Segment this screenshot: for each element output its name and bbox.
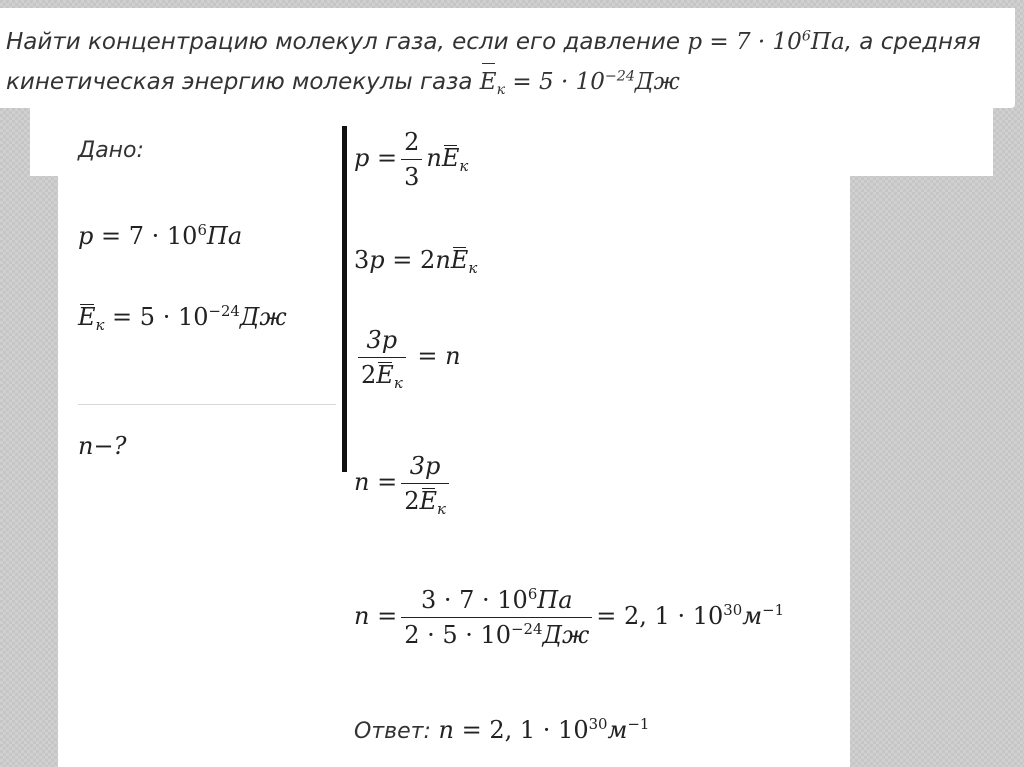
energy-expression: $E_к = 5 \cdot 10^{-24}Дж$ [480, 69, 680, 95]
solution-step-1: p = $\frac{2}{3}$ $nE_к$ [354, 128, 469, 191]
solution-panel [58, 100, 850, 767]
problem-line-2 [6, 62, 1016, 102]
given-energy: $E_к = 5 \cdot 10^{-24}Дж$ [78, 302, 287, 335]
given-divider [78, 404, 336, 405]
problem-line-1 [6, 22, 1016, 62]
solution-step-3: $\frac{3p}{2E_к}$ = n [354, 326, 461, 389]
problem-text-1: Найти концентрацию молекул газа, если его давление [6, 29, 681, 55]
find-unknown: n−? [78, 432, 127, 460]
problem-statement [6, 22, 1016, 102]
problem-text-2: , а средняя [844, 29, 981, 55]
answer-line: Ответ: n = 2, $1 \cdot 10^{30}м^{-1}$ [354, 715, 650, 744]
solution-step-2: $3p = 2nE_к$ [354, 246, 478, 278]
answer-label: Ответ: [354, 719, 431, 744]
solution-divider [342, 126, 347, 472]
problem-text-3: кинетическая энергию молекулы газа [6, 69, 473, 95]
given-label: Дано: [78, 138, 144, 163]
solution-step-4: n = $\frac{3p}{2E_к}$ [354, 452, 453, 515]
given-pressure: $p = 7 \cdot 10^6Па$ [78, 221, 243, 250]
pressure-expression: $p = 7 \cdot 10^6Па$ [687, 28, 845, 55]
solution-step-5: n = $\frac{3 \cdot 7 \cdot 10^6Па}{2 \cdot 5 \cdot 10^{-24}Дж}$ = 2, $1 \cdot 10^{30}м^{-1}$ [354, 585, 785, 649]
